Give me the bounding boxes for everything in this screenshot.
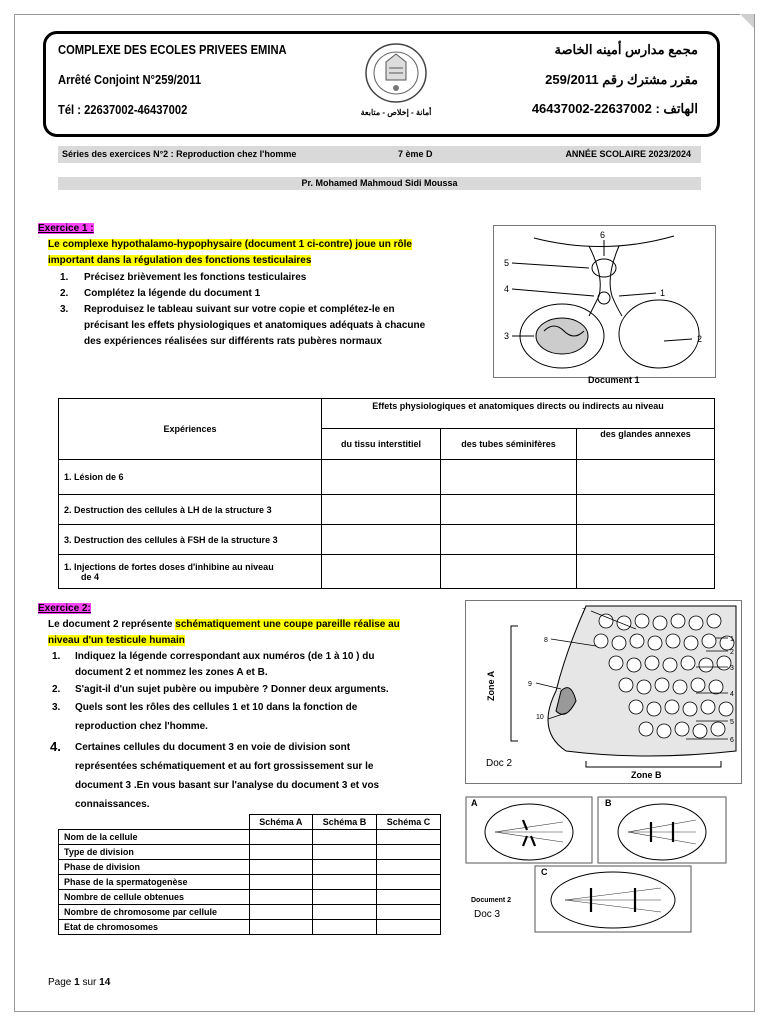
t2-row-5: Nombre de cellule obtenues — [59, 890, 250, 905]
ex2-question-1-l1: Indiquez la légende correspondant aux numéros (de 1 à 10 ) du — [75, 651, 375, 662]
teacher-name: Pr. Mohamed Mahmoud Sidi Moussa — [301, 178, 458, 188]
ex2-question-4-l3: document 3 .En vous basant sur l'analyse du document 3 et vos — [75, 780, 380, 791]
document3-figure — [465, 796, 727, 933]
t2-row-1: Nom de la cellule — [59, 830, 250, 845]
ex2-num-3: 3. — [52, 702, 61, 713]
ex2-question-4-l1: Certaines cellules du document 3 en voie de division sont — [75, 742, 351, 753]
ex2-question-4-l4: connaissances. — [75, 799, 150, 810]
phone-fr: Tél : 22637002-46437002 — [58, 102, 188, 117]
table-row — [59, 525, 715, 555]
t2-header-c: Schéma C — [377, 815, 441, 830]
doc3-caption: Doc 3 — [474, 909, 501, 920]
table-row — [59, 920, 441, 935]
table-row — [59, 860, 441, 875]
ex2-question-3-l2: reproduction chez l'homme. — [75, 721, 208, 732]
ex1-question-3-l1: Reproduisez le tableau suivant sur votre copie et complétez-le en — [84, 304, 395, 315]
t2-header-empty — [59, 815, 250, 830]
doc2-label-4: 4 — [730, 691, 734, 698]
doc2-caption: Doc 2 — [486, 758, 513, 769]
exercise1-intro-line2: important dans la régulation des fonctions testiculaires — [48, 255, 312, 266]
ex1-num-3: 3. — [60, 304, 69, 315]
t1-sub-tubes: des tubes séminifères — [441, 429, 577, 460]
ex2-question-2: S'agit-il d'un sujet pubère ou impubère ? Donner deux arguments. — [75, 684, 389, 695]
doc2-zone-b: Zone B — [631, 770, 662, 780]
table-row — [59, 890, 441, 905]
exercise1-intro-line1: Le complexe hypothalamo-hypophysaire (document 1 ci-contre) joue un rôle — [48, 239, 412, 250]
exercise2-table — [58, 814, 441, 935]
teacher-bar — [58, 177, 701, 190]
doc2-label-6: 6 — [730, 737, 734, 744]
ex2-num-1: 1. — [52, 651, 61, 662]
doc1-label-6: 6 — [600, 230, 606, 240]
school-year: ANNÉE SCOLAIRE 2023/2024 — [565, 149, 691, 159]
t2-header-a: Schéma A — [249, 815, 313, 830]
exercise1-table — [58, 398, 715, 589]
doc2-label-9: 9 — [528, 681, 532, 688]
doc3-caption-small: Document 2 — [471, 897, 512, 904]
page-footer: Page 1 sur 14 — [48, 977, 111, 988]
class-level: 7 ème D — [398, 149, 433, 159]
table-row — [59, 830, 441, 845]
t2-row-6: Nombre de chromosome par cellule — [59, 905, 250, 920]
exercise1-title: Exercice 1 : — [38, 223, 94, 234]
t1-sub-interstitiel: du tissu interstitiel — [322, 429, 441, 460]
exercise2-intro-line1: Le document 2 représente schématiquement une coupe pareille réalise au — [48, 619, 400, 630]
t1-header-experiences: Expériences — [59, 399, 322, 460]
decree-fr: Arrêté Conjoint N°259/2011 — [58, 72, 202, 87]
ex2-num-4: 4. — [50, 739, 61, 754]
exercise2-intro-line2: niveau d'un testicule humain — [48, 635, 185, 646]
t1-row-2: 2. Destruction des cellules à LH de la structure 3 — [59, 495, 322, 525]
doc3-label-c: C — [541, 867, 548, 877]
t1-row-3: 3. Destruction des cellules à FSH de la structure 3 — [59, 525, 322, 555]
logo-motto: أمانة - إخلاص - متابعة — [360, 108, 432, 117]
ex2-question-1-l2: document 2 et nommez les zones A et B. — [75, 667, 268, 678]
table-row — [59, 845, 441, 860]
doc3-label-b: B — [605, 798, 612, 808]
ex1-question-1: Précisez brièvement les fonctions testiculaires — [84, 272, 307, 283]
t2-row-7: Etat de chromosomes — [59, 920, 250, 935]
ex1-num-1: 1. — [60, 272, 69, 283]
t2-header-b: Schéma B — [313, 815, 377, 830]
t1-row-1: 1. Lésion de 6 — [59, 460, 322, 495]
t1-row-4: 1. Injections de fortes doses d'inhibine au niveau de 4 — [59, 555, 322, 589]
school-logo — [356, 40, 436, 118]
doc1-label-3: 3 — [504, 331, 510, 341]
t2-row-4: Phase de la spermatogenèse — [59, 875, 250, 890]
doc2-label-1: 1 — [730, 636, 734, 643]
doc1-label-1: 1 — [660, 288, 666, 298]
doc2-label-2: 2 — [730, 649, 734, 656]
document1-caption: Document 1 — [588, 375, 640, 385]
ex1-question-3-l2: précisant les effets physiologiques et anatomiques adéquats à chacune — [84, 320, 426, 331]
exercise2-title: Exercice 2: — [38, 603, 91, 614]
page-fold-corner — [740, 14, 754, 28]
doc2-label-5: 5 — [730, 719, 734, 726]
table-row — [59, 875, 441, 890]
school-name-fr: COMPLEXE DES ECOLES PRIVEES EMINA — [58, 42, 287, 57]
table-row — [59, 555, 715, 589]
table-row — [59, 460, 715, 495]
table-row — [59, 495, 715, 525]
t2-row-3: Phase de division — [59, 860, 250, 875]
t1-header-effects: Effets physiologiques et anatomiques directs ou indirects au niveau — [322, 399, 715, 429]
doc3-label-a: A — [471, 798, 478, 808]
doc1-label-4: 4 — [504, 284, 510, 294]
ex1-question-2: Complétez la légende du document 1 — [84, 288, 261, 299]
doc1-label-5: 5 — [504, 258, 510, 268]
table-row — [59, 905, 441, 920]
doc2-label-7: 7 — [582, 608, 586, 615]
t2-row-2: Type de division — [59, 845, 250, 860]
ex2-num-2: 2. — [52, 684, 61, 695]
doc2-label-10: 10 — [536, 714, 544, 721]
doc2-label-8: 8 — [544, 637, 548, 644]
doc1-label-2: 2 — [697, 334, 703, 344]
ex1-num-2: 2. — [60, 288, 69, 299]
info-bar — [58, 146, 701, 163]
phone-ar: الهاتف : 22637002-46437002 — [531, 101, 698, 116]
t1-sub-glandes: des glandes annexes — [577, 429, 715, 460]
series-title: Séries des exercices N°2 : Reproduction chez l'homme — [62, 149, 297, 159]
school-name-ar: مجمع مدارس أمينه الخاصة — [554, 42, 698, 57]
ex1-question-3-l3: des expériences réalisées sur différents rats pubères normaux — [84, 336, 382, 347]
ex2-question-4-l2: représentées schématiquement et au fort grossissement sur le — [75, 761, 374, 772]
decree-ar: مقرر مشترك رقم 259/2011 — [545, 72, 698, 87]
doc2-label-3: 3 — [730, 665, 734, 672]
doc2-zone-a: Zone A — [486, 670, 496, 701]
document1-figure — [493, 225, 716, 378]
ex2-question-3-l1: Quels sont les rôles des cellules 1 et 10 dans la fonction de — [75, 702, 358, 713]
document2-figure — [465, 600, 742, 784]
